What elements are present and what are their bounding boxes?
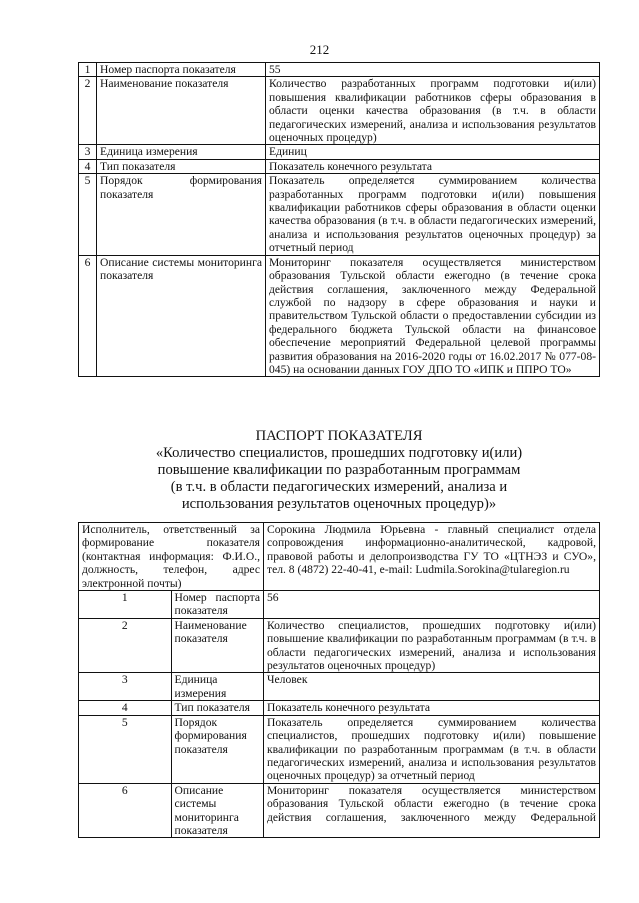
table-row <box>79 591 600 619</box>
row-value: Показатель конечного результата <box>266 159 600 173</box>
row-label: Единица измерения <box>171 673 264 701</box>
passport-subtitle-line: (в т.ч. в области педагогических измерений, анализа и <box>170 479 508 495</box>
table-row <box>79 77 600 145</box>
table-row <box>79 63 600 77</box>
passport-subtitle-line: использования результатов оценочных процедур)» <box>181 496 497 512</box>
row-number: 2 <box>79 77 97 145</box>
row-value: Количество разработанных программ подготовки и(или) повышения квалификации работников сферы образования в области оценки качества образования (в т.ч. в области педагогических измерений, анализа и использования результатов оценочных процедур) <box>266 77 600 145</box>
row-label: Тип показателя <box>171 701 264 715</box>
row-number: 5 <box>79 174 97 255</box>
page-number: 212 <box>309 42 330 57</box>
row-label: Наименование показателя <box>97 77 266 145</box>
row-number: 5 <box>79 715 172 783</box>
row-number: 1 <box>79 63 97 77</box>
indicator-passport-table-56 <box>78 522 600 838</box>
passport-subtitle-line: «Количество специалистов, прошедших подготовку и(или) <box>155 445 523 461</box>
passport-heading: ПАСПОРТ ПОКАЗАТЕЛЯ <box>255 428 423 444</box>
row-number: 6 <box>79 783 172 838</box>
row-value: Мониторинг показателя осуществляется министерством образования Тульской области ежегодно (в течение срока действия соглашения, заключенного между Федеральной службой по надзору в сфере образования и науки и правительством Тульской области о предоставлении субсидии из федерального бюджета Тульской области на финансовое обеспечение мероприятий Федеральной целевой программы развития образования на 2016-2020 годы от 16.02.2017 № 077-08-045) на основании данных ГОУ ДПО ТО «ИПК и ППРО ТО» <box>266 255 600 377</box>
row-number: 6 <box>79 255 97 377</box>
passport-heading-block <box>78 428 600 513</box>
row-label: Порядок формирования показателя <box>97 174 266 255</box>
row-value: 55 <box>266 63 600 77</box>
row-value: Показатель определяется суммированием количества специалистов, прошедших подготовку и(или) повышение квалификации по разработанным программам (в т.ч. в области педагогических измерений, анализа и использования результатов оценочных процедур) за отчетный период <box>264 715 600 783</box>
table-row <box>79 145 600 159</box>
row-label: Порядок формирования показателя <box>171 715 264 783</box>
table-row <box>79 701 600 715</box>
executor-value: Сорокина Людмила Юрьевна - главный специалист отдела сопровождения информационно-аналитической, кадровой, правовой работы и делопроизводства ГУ ТО «ЦТНЭЗ и СУО», тел. 8 (4872) 22-40-41, e-mail: Ludmila.Sorokina@tularegion.ru <box>264 523 600 591</box>
row-label: Наименование показателя <box>171 618 264 673</box>
indicator-passport-table-55 <box>78 62 600 377</box>
row-label: Описание системы мониторинга показателя <box>171 783 264 838</box>
passport-subtitle-line: повышение квалификации по разработанным программам <box>157 462 521 478</box>
row-number: 3 <box>79 145 97 159</box>
table-row <box>79 159 600 173</box>
table-row <box>79 783 600 838</box>
row-label: Номер паспорта показателя <box>171 591 264 619</box>
row-number: 2 <box>79 618 172 673</box>
table-row <box>79 618 600 673</box>
row-value: 56 <box>264 591 600 619</box>
row-label: Описание системы мониторинга показателя <box>97 255 266 377</box>
row-number: 1 <box>79 591 172 619</box>
row-value: Единиц <box>266 145 600 159</box>
row-value: Человек <box>264 673 600 701</box>
row-value: Показатель конечного результата <box>264 701 600 715</box>
table-row <box>79 174 600 255</box>
row-value: Количество специалистов, прошедших подготовку и(или) повышение квалификации по разработанным программам (в т.ч. в области педагогических измерений, анализа и использования результатов оценочных процедур) <box>264 618 600 673</box>
row-value: Показатель определяется суммированием количества разработанных программ подготовки и(или) повышения квалификации работников сферы образования в области оценки качества образования (в т.ч. в области педагогических измерений, анализа и использования результатов оценочных процедур) за отчетный период <box>266 174 600 255</box>
row-label: Единица измерения <box>97 145 266 159</box>
table-row <box>79 673 600 701</box>
row-label: Тип показателя <box>97 159 266 173</box>
row-number: 4 <box>79 159 97 173</box>
table-row <box>79 715 600 783</box>
executor-row <box>79 523 600 591</box>
row-label: Номер паспорта показателя <box>97 63 266 77</box>
row-number: 3 <box>79 673 172 701</box>
table-row <box>79 255 600 377</box>
row-number: 4 <box>79 701 172 715</box>
executor-label: Исполнитель, ответственный за формирование показателя (контактная информация: Ф.И.О., должность, телефон, адрес электронной почты) <box>79 523 264 591</box>
row-value: Мониторинг показателя осуществляется министерством образования Тульской области ежегодно (в течение срока действия соглашения, заключенного между Федеральной <box>264 783 600 838</box>
